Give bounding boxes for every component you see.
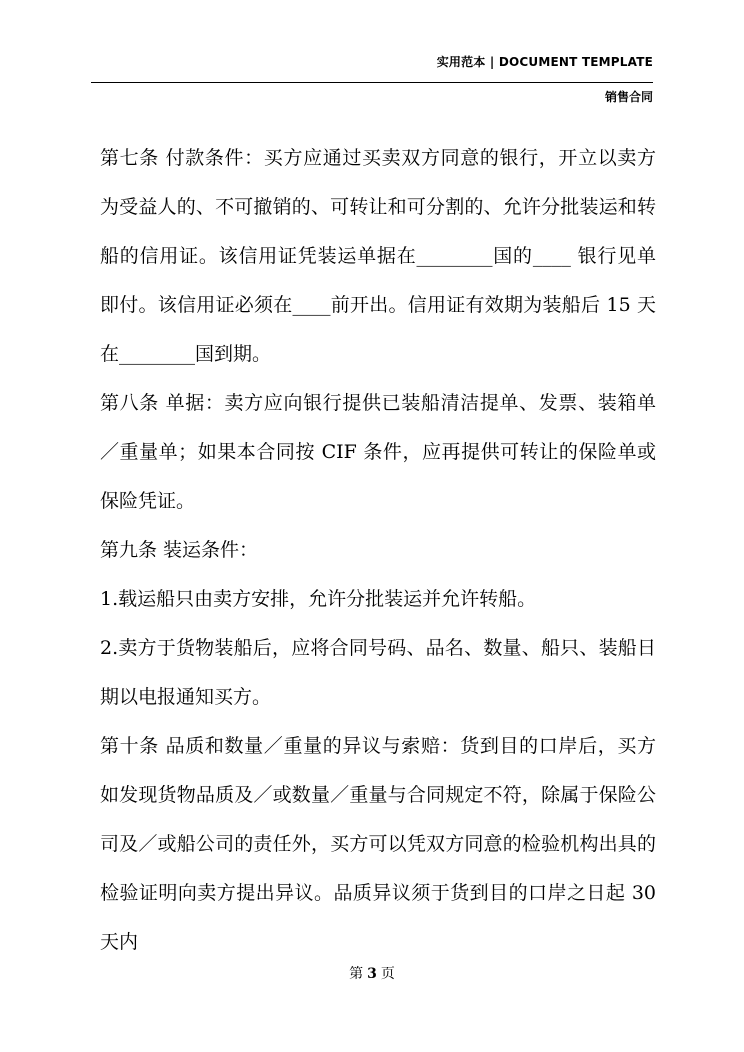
header-subtitle: 销售合同	[604, 90, 653, 104]
document-body	[100, 134, 656, 967]
article-9-heading: 第九条 装运条件：	[100, 539, 259, 561]
article-7-payment-terms: 第七条 付款条件：买方应通过买卖双方同意的银行，开立以卖方为受益人的、不可撤销的、可转让和可分割的、允许分批装运和转船的信用证。该信用证凭装运单据在________国的____ 银行见单即付。该信用证必须在____前开出。信用证有效期为装船后 15 天在________国到期。	[100, 147, 656, 365]
page-number: 3	[367, 966, 377, 982]
page-footer	[0, 963, 744, 983]
footer-prefix: 第	[349, 966, 364, 982]
footer-suffix: 页	[380, 966, 395, 982]
header-divider	[91, 82, 653, 83]
article-10-claims: 第十条 品质和数量／重量的异议与索赔：货到目的口岸后，买方如发现货物品质及／或数量／重量与合同规定不符，除属于保险公司及／或船公司的责任外，买方可以凭双方同意的检验机构出具的检验证明向卖方提出异议。品质异议须于货到目的口岸之日起 30 天内	[100, 735, 656, 953]
article-9-item-1: 1.载运船只由卖方安排，允许分批装运并允许转船。	[100, 588, 537, 610]
header-title: 实用范本 | DOCUMENT TEMPLATE	[436, 55, 653, 69]
article-8-documents: 第八条 单据：卖方应向银行提供已装船清洁提单、发票、装箱单／重量单；如果本合同按 CIF 条件，应再提供可转让的保险单或保险凭证。	[100, 392, 656, 512]
article-9-item-2: 2.卖方于货物装船后，应将合同号码、品名、数量、船只、装船日期以电报通知买方。	[100, 637, 656, 708]
